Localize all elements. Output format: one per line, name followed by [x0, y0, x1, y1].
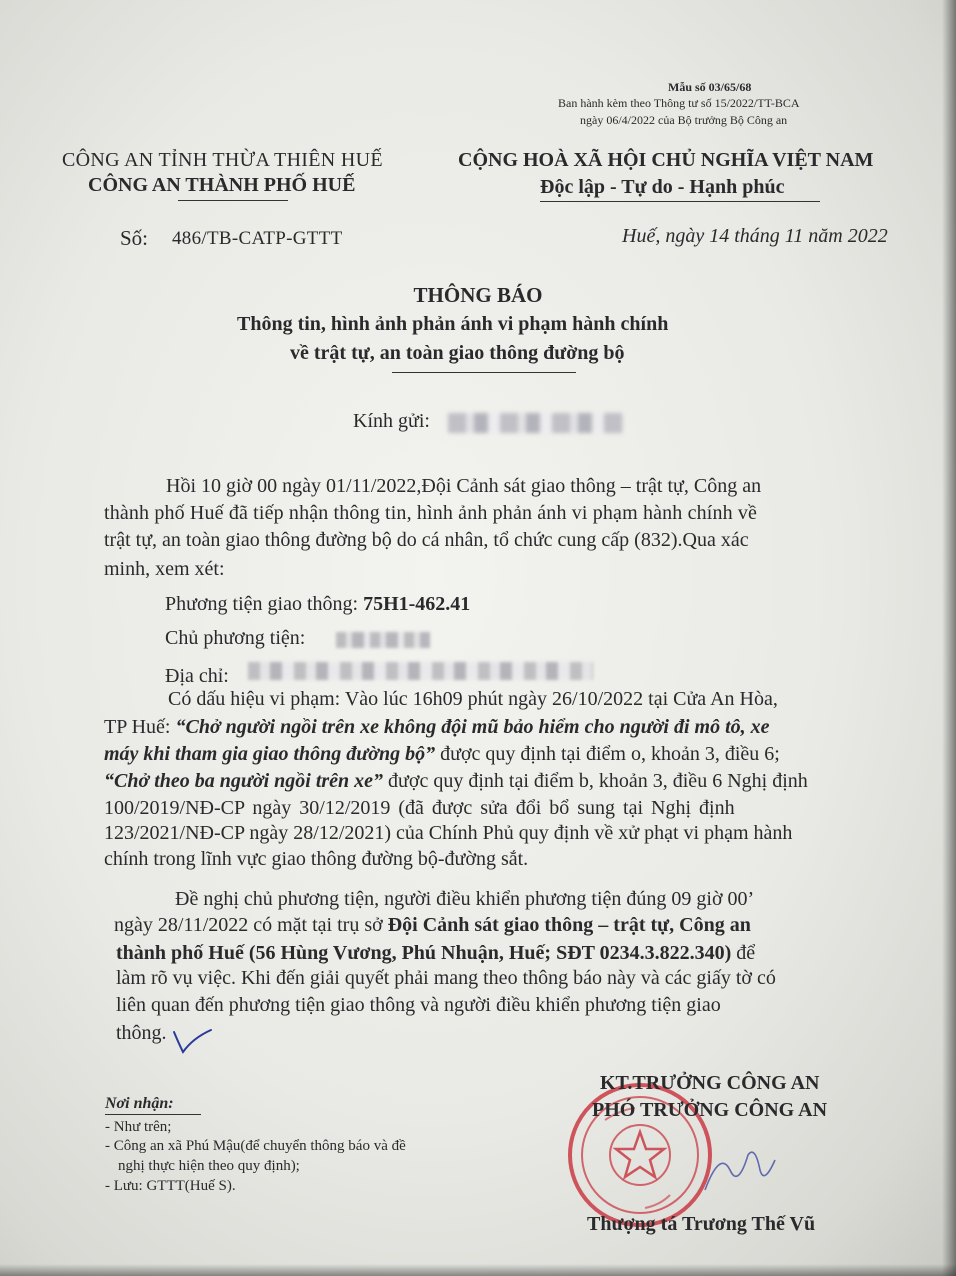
request-line5: liên quan đến phương tiện giao thông và người điều khiển phương tiện giao: [116, 994, 721, 1016]
signature-title-1: KT.TRƯỞNG CÔNG AN: [600, 1072, 820, 1094]
recipient-item: nghị thực hiện theo quy định);: [118, 1158, 300, 1174]
page-shadow-bottom: [0, 1264, 956, 1276]
vehicle-line: [165, 593, 470, 616]
violation-ref-1: được quy định tại điểm o, khoản 3, điều 6;: [435, 743, 780, 765]
para1-line3: trật tự, an toàn giao thông đường bộ do cá nhân, tổ chức cung cấp (832).Qua xác: [104, 529, 749, 551]
request-line1: Đề nghị chủ phương tiện, người điều khiển phương tiện đúng 09 giờ 00’: [175, 888, 755, 910]
form-issued-by: Ban hành kèm theo Thông tư số 15/2022/TT-BCA: [558, 96, 800, 110]
owner-label: Chủ phương tiện:: [165, 627, 306, 649]
national-motto: Độc lập - Tự do - Hạnh phúc: [540, 176, 785, 198]
handwritten-signature: [700, 1140, 780, 1200]
signer-name: Thượng tá Trương Thế Vũ: [587, 1213, 816, 1235]
page-shadow-right: [942, 0, 956, 1276]
violation-line1: Có dấu hiệu vi phạm: Vào lúc 16h09 phút ngày 26/10/2022 tại Cửa An Hòa,: [168, 688, 778, 710]
request-text: ngày 28/11/2022 có mặt tại trụ sở: [114, 914, 388, 936]
request-line4: làm rõ vụ việc. Khi đến giải quyết phải mang theo thông báo này và các giấy tờ có: [116, 967, 776, 989]
form-number: Mẫu số 03/65/68: [668, 80, 752, 94]
request-office: Đội Cảnh sát giao thông – trật tự, Công an: [387, 914, 751, 936]
recipient-item: - Như trên;: [105, 1119, 172, 1135]
violation-line4: [104, 770, 808, 793]
request-address: thành phố Huế (56 Hùng Vương, Phú Nhuận, Huế; SĐT 0234.3.822.340): [116, 942, 732, 964]
doc-subtitle-2: về trật tự, an toàn giao thông đường bộ: [290, 342, 625, 364]
request-line2: [114, 914, 751, 937]
motto-underline: [540, 201, 820, 202]
address-label: Địa chỉ:: [165, 665, 229, 687]
violation-line3: [104, 743, 780, 766]
national-title: CỘNG HOÀ XÃ HỘI CHỦ NGHĨA VIỆT NAM: [458, 149, 874, 171]
para1-line2: thành phố Huế đã tiếp nhận thông tin, hình ảnh phản ánh vi phạm hành chính về: [104, 502, 758, 524]
vehicle-plate: 75H1-462.41: [363, 593, 471, 615]
violation-ref-2: được quy định tại điểm b, khoản 3, điều 6 Nghị định: [383, 770, 808, 792]
violation-quote-2: “Chở theo ba người ngồi trên xe”: [104, 770, 384, 792]
recipient-item: - Lưu: GTTT(Huế S).: [105, 1178, 236, 1194]
recipient-item: - Công an xã Phú Mậu(để chuyển thông báo và đề: [105, 1138, 406, 1154]
violation-location: TP Huế:: [104, 716, 176, 738]
violation-line2: [104, 716, 770, 739]
doc-date: Huế, ngày 14 tháng 11 năm 2022: [622, 225, 888, 247]
form-issued-date: ngày 06/4/2022 của Bộ trưởng Bộ Công an: [580, 113, 788, 127]
signature-title-2: PHÓ TRƯỞNG CÔNG AN: [592, 1099, 828, 1121]
vehicle-label: Phương tiện giao thông:: [165, 593, 359, 615]
recipients-label: Nơi nhận:: [105, 1095, 174, 1112]
agency-parent: CÔNG AN TỈNH THỪA THIÊN HUẾ: [62, 149, 383, 171]
doc-subtitle-1: Thông tin, hình ảnh phản ánh vi phạm hành chính: [237, 313, 669, 335]
agency-name: CÔNG AN THÀNH PHỐ HUẾ: [88, 174, 356, 196]
handwritten-check-mark: [171, 1022, 215, 1056]
recipient-label: Kính gửi:: [353, 410, 430, 432]
recipients-underline: [105, 1114, 201, 1115]
para1-line1: Hồi 10 giờ 00 ngày 01/11/2022,Đội Cảnh sát giao thông – trật tự, Công an: [166, 475, 762, 497]
redacted-owner: [336, 632, 430, 648]
request-line3: [116, 942, 755, 965]
request-line6: thông.: [116, 1022, 167, 1044]
violation-line6: 123/2021/NĐ-CP ngày 28/12/2021) của Chính Phủ quy định về xử phạt vi phạm hành: [104, 822, 793, 844]
redacted-recipient: [448, 413, 623, 433]
violation-line5: 100/2019/NĐ-CP ngày 30/12/2019 (đã được sửa đổi bổ sung tại Nghị định: [104, 797, 735, 819]
redacted-address: [248, 662, 593, 680]
violation-quote-1a: “Chở người ngồi trên xe không đội mũ bảo hiểm cho người đi mô tô, xe: [175, 716, 770, 738]
para1-line4: minh, xem xét:: [104, 558, 225, 580]
doc-number-label: Số:: [120, 226, 149, 250]
agency-underline: [178, 200, 288, 201]
doc-number: 486/TB-CATP-GTTT: [172, 228, 343, 249]
violation-quote-1b: máy khi tham gia giao thông đường bộ”: [104, 743, 436, 765]
subtitle-underline: [392, 372, 576, 373]
request-text-2: để: [731, 942, 756, 964]
violation-line7: chính trong lĩnh vực giao thông đường bộ-đường sắt.: [104, 848, 529, 870]
doc-title: THÔNG BÁO: [413, 283, 543, 307]
